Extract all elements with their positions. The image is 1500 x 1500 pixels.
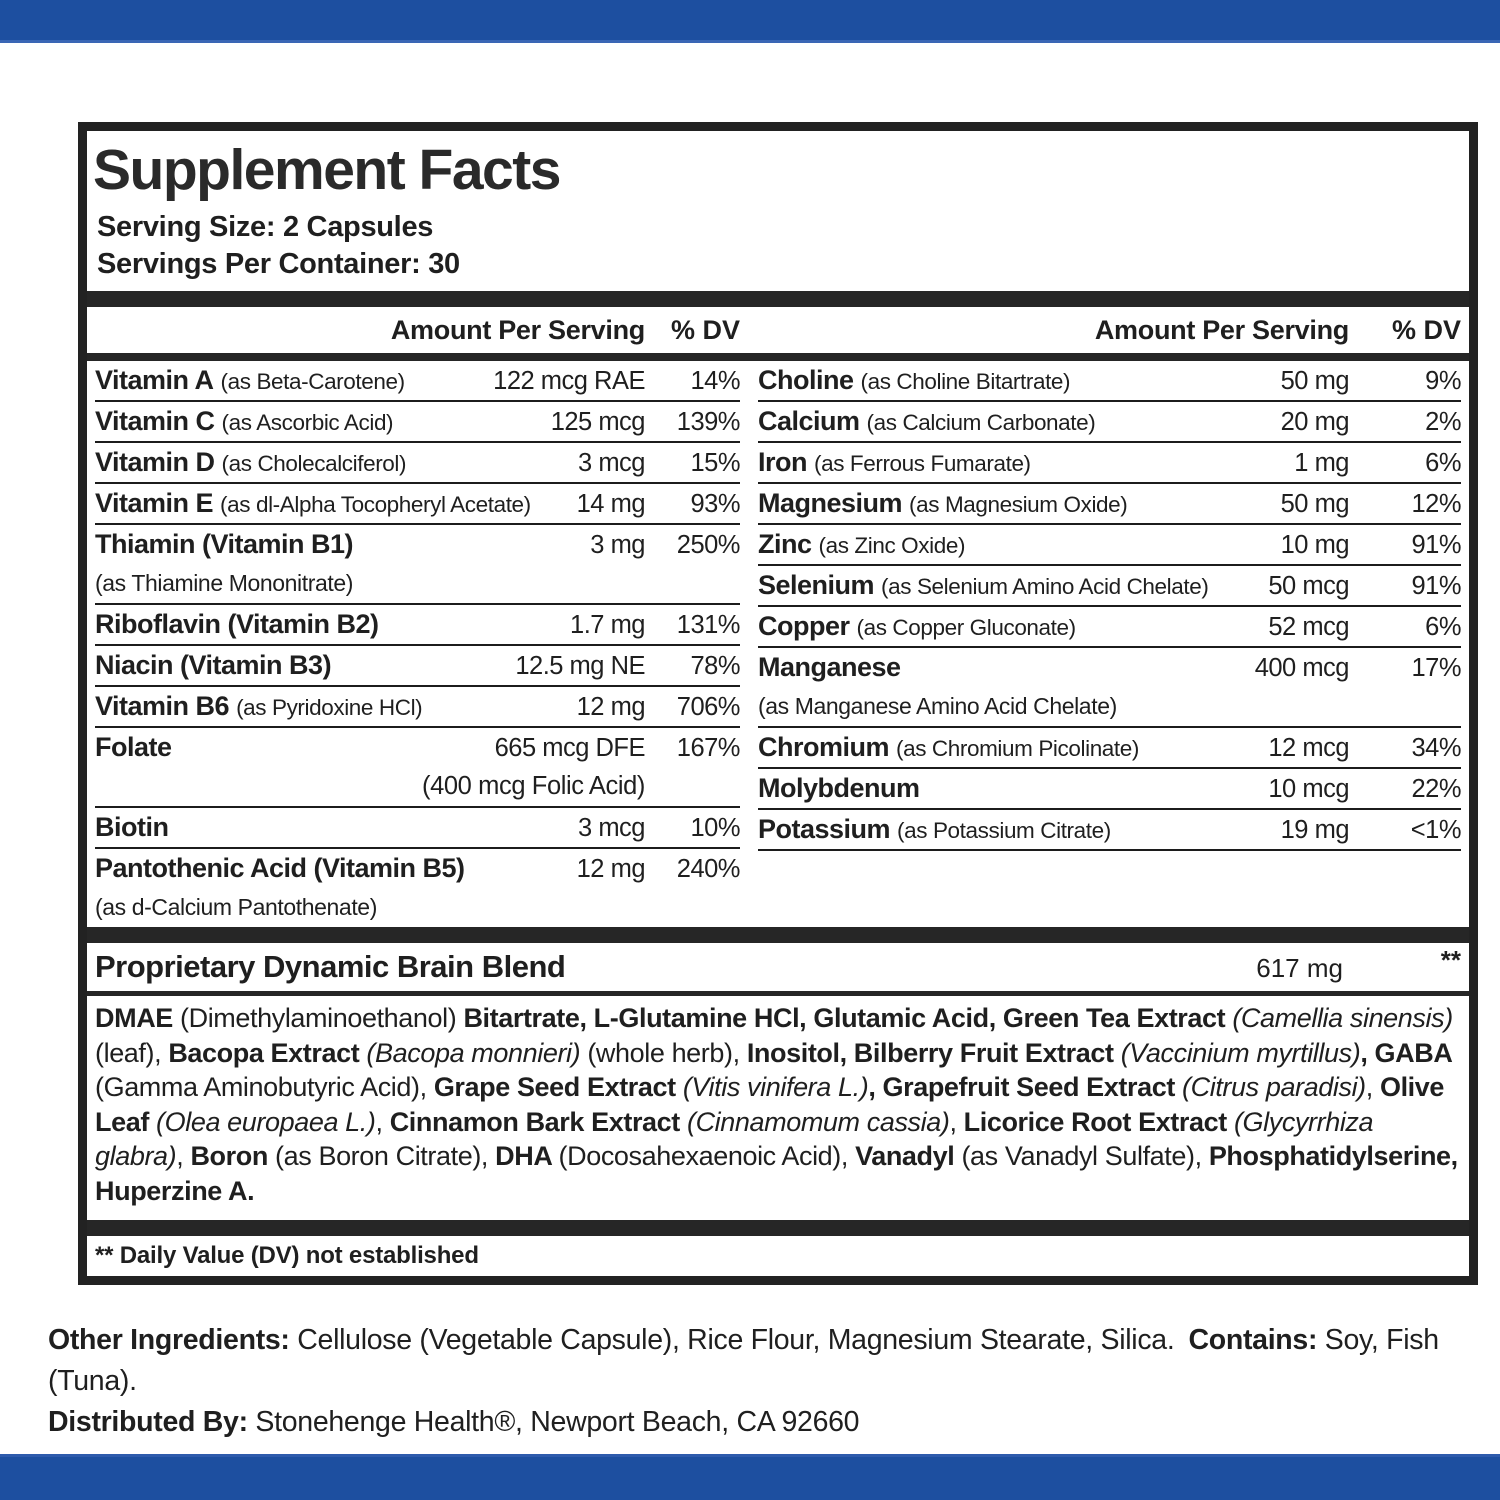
nutrient-row: [758, 402, 1461, 443]
nutrient-note-text: (as Manganese Amino Acid Chelate): [758, 693, 1117, 719]
text-segment: (Gamma Aminobutyric Acid),: [95, 1072, 434, 1102]
amount-per-serving-header: Amount Per Serving: [390, 315, 645, 345]
column-headers: [87, 307, 1469, 353]
nutrient-name: Choline: [758, 365, 854, 395]
bottom-blue-bar: [0, 1454, 1500, 1500]
nutrient-name: Vitamin E: [95, 488, 214, 518]
nutrient-amount: 1.7 mg: [570, 611, 645, 639]
nutrient-name: Zinc: [758, 529, 812, 559]
text-segment: Other Ingredients:: [48, 1324, 298, 1356]
nutrient-name: Biotin: [95, 812, 169, 842]
nutrient-source: (as Beta-Carotene): [220, 369, 405, 394]
supplement-facts-panel: [78, 122, 1478, 1285]
amount-per-serving-header: Amount Per Serving: [1094, 315, 1349, 345]
nutrient-name: Pantothenic Acid (Vitamin B5): [95, 853, 465, 883]
percent-dv-header: % DV: [670, 315, 740, 345]
text-segment: ,: [949, 1106, 964, 1137]
text-segment: DMAE: [95, 1003, 180, 1033]
nutrient-amount: 122 mcg RAE: [493, 367, 645, 395]
nutrient-source: (as Potassium Citrate): [897, 818, 1111, 843]
panel-title: Supplement Facts: [93, 138, 560, 202]
nutrient-amount: 12.5 mg NE: [515, 652, 645, 680]
nutrient-dv: 14%: [690, 367, 740, 395]
nutrient-amount: 50 mg: [1280, 367, 1349, 395]
text-segment: Bitartrate, L-Glutamine HCl, Glutamic Acid, Green Tea Extract: [463, 1003, 1233, 1033]
nutrient-amount: 125 mcg: [550, 408, 645, 436]
nutrient-dv: 240%: [676, 855, 740, 883]
text-segment: GABA: [1374, 1037, 1452, 1068]
nutrient-note: [95, 767, 740, 806]
nutrient-dv: 78%: [690, 652, 740, 680]
text-segment: (Cinnamomum cassia): [686, 1106, 950, 1137]
text-segment: Cinnamon Bark Extract: [389, 1106, 687, 1137]
nutrient-source: (as Magnesium Oxide): [909, 492, 1128, 517]
text-segment: Olive Leaf: [95, 1072, 1445, 1137]
nutrient-row: [758, 769, 1461, 810]
text-segment: (Camellia sinensis): [1232, 1003, 1453, 1033]
text-segment: (as Vanadyl Sulfate),: [961, 1141, 1209, 1171]
other-ingredients-line: [48, 1320, 1458, 1402]
nutrient-row: [758, 728, 1461, 769]
nutrient-row: [95, 361, 740, 402]
nutrient-amount: 52 mcg: [1268, 613, 1349, 641]
nutrient-row: [95, 484, 740, 525]
nutrient-row: [758, 607, 1461, 648]
nutrient-name: Vitamin C: [95, 406, 215, 436]
right-column-header: [758, 307, 1461, 353]
text-segment: Grapefruit Seed Extract: [882, 1072, 1183, 1102]
nutrient-dv: 15%: [690, 449, 740, 477]
nutrient-dv: 93%: [690, 490, 740, 518]
text-segment: Inositol, Bilberry Fruit Extract: [746, 1037, 1121, 1068]
nutrient-dv: 131%: [676, 611, 740, 639]
nutrient-dv: 706%: [676, 693, 740, 721]
text-segment: ,: [176, 1141, 191, 1171]
percent-dv-header: % DV: [1391, 315, 1461, 345]
nutrient-amount: 1 mg: [1294, 449, 1349, 477]
nutrient-amount: 10 mcg: [1268, 775, 1349, 803]
nutrient-row: [758, 810, 1461, 851]
nutrient-source: (as Cholecalciferol): [221, 451, 407, 476]
text-segment: Soy, Fish (Tuna).: [48, 1324, 1439, 1397]
label-footer: [48, 1320, 1458, 1443]
nutrient-source: (as Ascorbic Acid): [221, 410, 394, 435]
nutrient-name: Riboflavin (Vitamin B2): [95, 609, 379, 639]
text-segment: (Olea europaea L.): [156, 1106, 376, 1137]
nutrient-dv: 12%: [1411, 490, 1461, 518]
text-segment: Licorice Root Extract: [963, 1106, 1234, 1137]
text-segment: Vanadyl: [855, 1141, 962, 1171]
nutrient-name: Copper: [758, 611, 850, 641]
nutrient-note: [95, 564, 740, 603]
nutrient-source: (as Selenium Amino Acid Chelate): [881, 574, 1209, 599]
text-segment: (as Boron Citrate),: [275, 1141, 496, 1171]
nutrient-name: Selenium: [758, 570, 875, 600]
nutrient-source: (as Ferrous Fumarate): [814, 451, 1031, 476]
nutrient-row: [95, 402, 740, 443]
nutrient-dv: 139%: [676, 408, 740, 436]
text-segment: Distributed By:: [48, 1406, 256, 1438]
text-segment: Bacopa Extract: [168, 1037, 367, 1068]
nutrient-row: [95, 728, 740, 808]
text-segment: ,: [1365, 1072, 1380, 1102]
nutrient-dv: 6%: [1425, 449, 1461, 477]
nutrient-amount: 3 mcg: [578, 814, 645, 842]
nutrient-dv: <1%: [1410, 816, 1461, 844]
left-column-header: [95, 307, 740, 353]
servings-per-container: Servings Per Container: 30: [97, 248, 460, 280]
text-segment: DHA: [495, 1141, 559, 1171]
nutrient-dv: 91%: [1411, 531, 1461, 559]
divider-medium: [87, 353, 1469, 361]
nutrient-name: Vitamin B6: [95, 691, 230, 721]
nutrient-amount: 19 mg: [1280, 816, 1349, 844]
text-segment: (Citrus paradisi): [1182, 1072, 1366, 1102]
nutrient-row: [758, 566, 1461, 607]
nutrient-name: Thiamin (Vitamin B1): [95, 529, 354, 559]
nutrient-row: [758, 484, 1461, 525]
nutrient-row: [758, 648, 1461, 728]
nutrient-name: Niacin (Vitamin B3): [95, 650, 332, 680]
nutrient-row: [95, 808, 740, 849]
nutrient-row: [95, 525, 740, 605]
nutrient-amount: 400 mcg: [1254, 654, 1349, 682]
nutrient-row: [758, 525, 1461, 566]
text-segment: (leaf),: [95, 1037, 169, 1068]
nutrient-dv: 34%: [1411, 734, 1461, 762]
nutrient-name: Folate: [95, 732, 172, 762]
blend-title: Proprietary Dynamic Brain Blend: [95, 949, 566, 984]
nutrient-name: Iron: [758, 447, 807, 477]
nutrient-amount: 20 mg: [1280, 408, 1349, 436]
nutrient-name: Vitamin D: [95, 447, 215, 477]
text-segment: (Glycyrrhiza glabra): [95, 1106, 1374, 1171]
blend-amount: 617 mg: [1256, 953, 1343, 983]
nutrient-row: [95, 443, 740, 484]
nutrient-amount: 12 mcg: [1268, 734, 1349, 762]
nutrient-column-right: [758, 361, 1461, 927]
blend-ingredients-paragraph: [87, 996, 1469, 1220]
nutrient-amount: 3 mcg: [578, 449, 645, 477]
nutrient-name: Magnesium: [758, 488, 903, 518]
nutrient-name: Chromium: [758, 732, 889, 762]
nutrient-row: [95, 605, 740, 646]
text-segment: (Docosahexaenoic Acid),: [558, 1141, 856, 1171]
nutrient-amount: 10 mg: [1280, 531, 1349, 559]
text-segment: (Bacopa monnieri): [366, 1037, 588, 1068]
proprietary-blend-row: [87, 943, 1469, 991]
text-segment: Boron: [190, 1141, 276, 1171]
text-segment: Phosphatidylserine, Huperzine A.: [95, 1141, 1458, 1206]
top-blue-bar: [0, 0, 1500, 43]
nutrient-amount: 50 mcg: [1268, 572, 1349, 600]
nutrient-row: [95, 849, 740, 927]
nutrient-note: [758, 687, 1461, 726]
nutrient-column-left: [95, 361, 740, 927]
text-segment: Grape Seed Extract: [433, 1072, 683, 1102]
nutrient-row: [758, 361, 1461, 402]
nutrient-amount: 50 mg: [1280, 490, 1349, 518]
text-segment: Stonehenge Health®, Newport Beach, CA 92660: [255, 1406, 860, 1438]
text-segment: (Dimethylaminoethanol): [180, 1003, 464, 1033]
blend-dv-asterisks: **: [1440, 945, 1461, 975]
nutrient-table: [87, 361, 1469, 927]
nutrient-amount: 12 mg: [576, 855, 645, 883]
nutrient-name: Calcium: [758, 406, 860, 436]
nutrient-dv: 2%: [1425, 408, 1461, 436]
nutrient-note-text: (as d-Calcium Pantothenate): [95, 894, 377, 920]
nutrient-dv: 9%: [1425, 367, 1461, 395]
nutrient-dv: 17%: [1411, 654, 1461, 682]
nutrient-source: (as Choline Bitartrate): [860, 369, 1071, 394]
distributed-by-line: [48, 1402, 1458, 1443]
nutrient-dv: 91%: [1411, 572, 1461, 600]
divider-thick: [87, 1220, 1469, 1236]
nutrient-row: [758, 443, 1461, 484]
serving-size: Serving Size: 2 Capsules: [97, 211, 434, 243]
divider-thick: [87, 291, 1469, 307]
nutrient-row: [95, 646, 740, 687]
nutrient-amount: 665 mcg DFE: [494, 734, 645, 762]
nutrient-name: Manganese: [758, 652, 901, 682]
nutrient-amount: 3 mg: [590, 531, 645, 559]
nutrient-note-text: (400 mcg Folic Acid): [422, 772, 645, 800]
text-segment: (Vaccinium myrtillus): [1120, 1037, 1361, 1068]
nutrient-dv: 10%: [690, 814, 740, 842]
text-segment: (Vitis vinifera L.): [682, 1072, 869, 1102]
nutrient-source: (as Pyridoxine HCl): [236, 695, 423, 720]
text-segment: ,: [868, 1072, 883, 1102]
nutrient-name: Vitamin A: [95, 365, 214, 395]
text-segment: Contains:: [1188, 1324, 1325, 1356]
text-segment: ,: [375, 1106, 390, 1137]
nutrient-dv: 167%: [676, 734, 740, 762]
text-segment: Cellulose (Vegetable Capsule), Rice Flour, Magnesium Stearate, Silica.: [297, 1324, 1175, 1356]
nutrient-dv: 6%: [1425, 613, 1461, 641]
nutrient-name: Potassium: [758, 814, 891, 844]
nutrient-source: (as dl-Alpha Tocopheryl Acetate): [220, 492, 531, 517]
daily-value-footnote: ** Daily Value (DV) not established: [95, 1242, 479, 1269]
nutrient-amount: 12 mg: [576, 693, 645, 721]
divider-thick: [87, 927, 1469, 943]
nutrient-source: (as Calcium Carbonate): [866, 410, 1096, 435]
nutrient-source: (as Zinc Oxide): [818, 533, 966, 558]
nutrient-dv: 250%: [676, 531, 740, 559]
text-segment: ,: [1360, 1037, 1375, 1068]
nutrient-amount: 14 mg: [576, 490, 645, 518]
nutrient-note: [95, 888, 740, 927]
nutrient-source: (as Copper Gluconate): [856, 615, 1076, 640]
nutrient-row: [95, 687, 740, 728]
nutrient-name: Molybdenum: [758, 773, 920, 803]
nutrient-dv: 22%: [1411, 775, 1461, 803]
nutrient-note-text: (as Thiamine Mononitrate): [95, 570, 354, 596]
text-segment: (whole herb),: [587, 1037, 747, 1068]
nutrient-source: (as Chromium Picolinate): [896, 736, 1139, 761]
